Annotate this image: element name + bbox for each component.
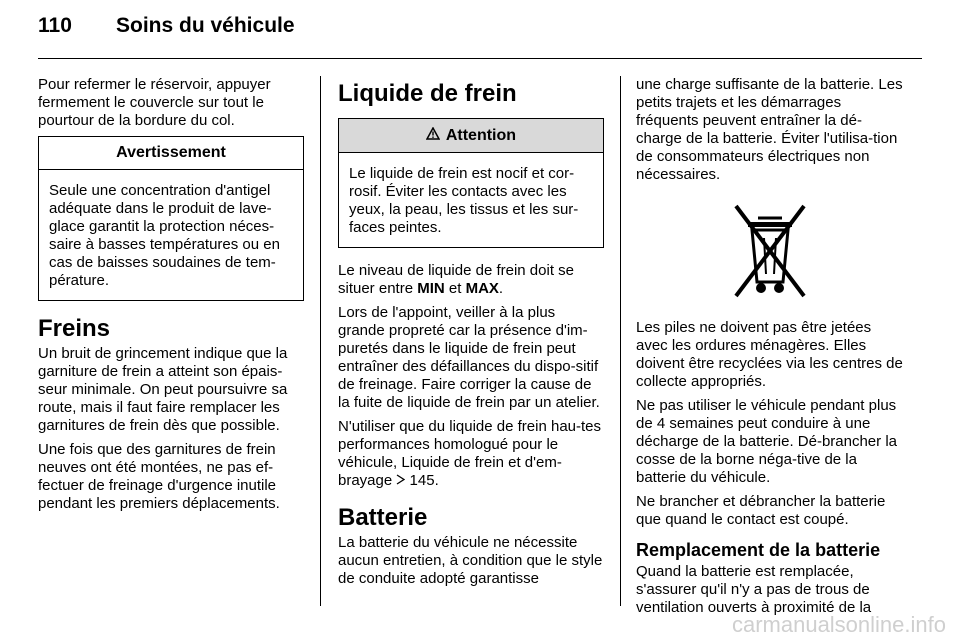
section-title: Soins du véhicule — [116, 14, 295, 37]
replace-battery-paragraph: Quand la batterie est remplacée, s'assurer qu'il n'y a pas de trous de ventilation ouverts à proximité de la — [636, 563, 872, 616]
page-reference-arrow-icon — [396, 472, 405, 489]
connect-paragraph: Ne brancher et débrancher la batterie que quand le contact est coupé. — [636, 493, 886, 528]
warning-box — [38, 136, 304, 301]
warning-box-title: Avertissement — [39, 137, 303, 170]
refill-paragraph: Lors de l'appoint, veiller à la plus grande propreté car la présence d'im-puretés dans le liquide de frein peut entraîner des défaillances du dispo-sitif de freinage. Faire corriger la cause de la fuite de liquide de frein par un atelier. — [338, 304, 600, 411]
attention-box — [338, 118, 604, 248]
brake-fluid-heading: Liquide de frein — [338, 80, 517, 107]
freins-heading: Freins — [38, 315, 111, 342]
batterie-heading: Batterie — [338, 504, 428, 531]
header-rule — [38, 58, 922, 59]
min-label: MIN — [417, 280, 445, 297]
batterie-paragraph: La batterie du véhicule ne nécessite aucun entretien, à condition que le style de conduite adopté garantisse — [338, 534, 603, 587]
fluid-type-paragraph — [338, 418, 604, 490]
page-reference-link[interactable]: 145. — [409, 472, 439, 489]
attention-box-text: Le liquide de frein est nocif et cor-rosif. Éviter les contacts avec les yeux, la peau, les tissus et les sur-faces peintes. — [349, 165, 579, 236]
brake-fluid-level-paragraph — [338, 262, 604, 298]
column-1 — [38, 76, 304, 519]
recycling-paragraph: Les piles ne doivent pas être jetées avec les ordures ménagères. Elles doivent être recyclées via les centres de collecte appropriés. — [636, 319, 903, 390]
crossed-out-wheelie-bin-icon — [636, 200, 904, 305]
storage-paragraph: Ne pas utiliser le véhicule pendant plus de 4 semaines peut conduire à une décharge de la batterie. Dé-brancher la cosse de la borne néga-tive de la batterie du véhicule. — [636, 397, 897, 486]
column-3 — [636, 76, 904, 623]
level-text: Le niveau de liquide de frein doit se situer entre — [338, 262, 575, 297]
level-conjunction: et — [444, 280, 466, 297]
watermark: carmanualsonline.info — [731, 612, 946, 637]
level-period: . — [498, 280, 504, 297]
page-number: 110 — [38, 14, 72, 37]
freins-paragraph-2: Une fois que des garnitures de frein neuves ont été montées, ne pas ef-fectuer de freinage d'urgence inutile pendant les premiers déplacements. — [38, 441, 280, 512]
warning-triangle-icon — [426, 127, 444, 143]
max-label: MAX — [465, 280, 499, 297]
page-header — [38, 14, 295, 48]
fuel-cap-paragraph: Pour refermer le réservoir, appuyer fermement le couvercle sur tout le pourtour de la bordure du col. — [38, 76, 271, 129]
freins-paragraph-1: Un bruit de grincement indique que la garniture de frein a atteint son épais-seur minimale. On peut poursuivre sa route, mais il faut faire remplacer les garnitures de frein dès que possible. — [38, 345, 288, 434]
replace-battery-heading: Remplacement de la batterie — [636, 540, 881, 560]
column-divider-1 — [320, 76, 321, 606]
column-divider-2 — [620, 76, 621, 606]
column-2 — [338, 76, 604, 594]
battery-charge-paragraph: une charge suffisante de la batterie. Les petits trajets et les démarrages fréquents peuvent entraîner la dé-charge de la batterie. Éviter l'utilisa-tion de consommateurs électriques non nécessaires. — [636, 76, 903, 183]
attention-box-header — [339, 119, 603, 153]
warning-box-text: Seule une concentration d'antigel adéquate dans le produit de lave-glace garantit la protection néces-saire à basses températures ou en cas de baisses soudaines de tem-pérature. — [49, 182, 280, 289]
fluid-type-text: N'utiliser que du liquide de frein hau-tes performances homologué pour le véhicule, Liquide de frein et d'em-brayage — [338, 418, 602, 489]
attention-box-title: Attention — [445, 127, 517, 144]
